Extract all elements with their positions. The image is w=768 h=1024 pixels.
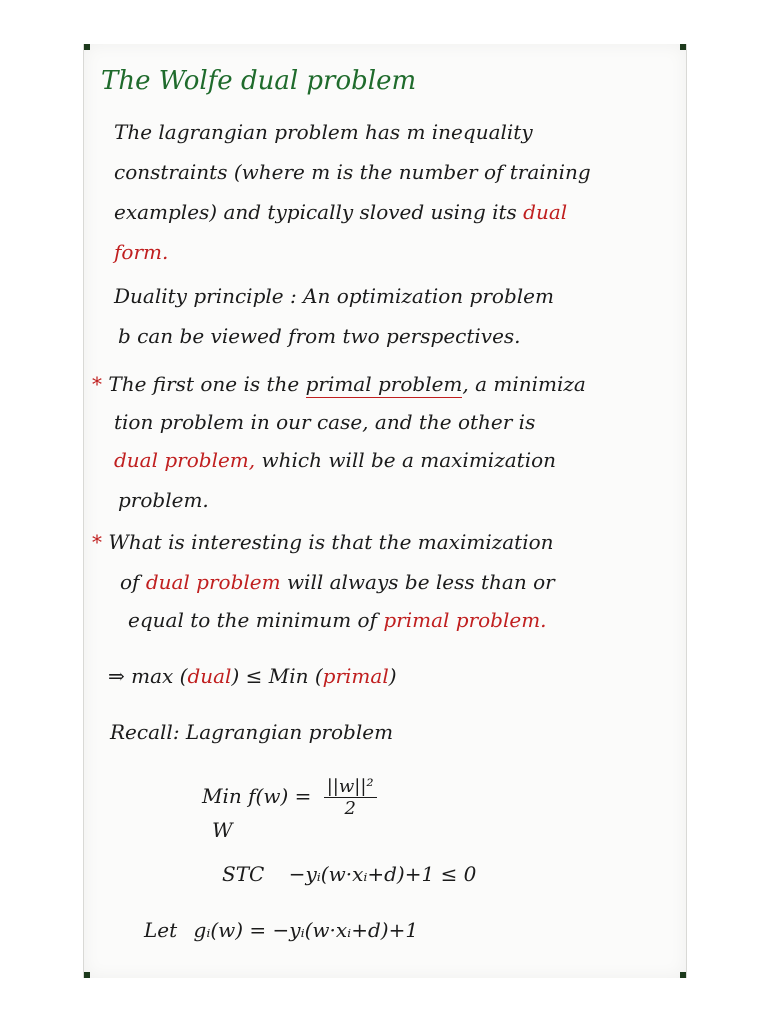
page-corner [680,972,686,978]
objective-fw: f(w) = [248,784,312,808]
duality-line-2: b can be viewed from two perspectives. [118,324,521,348]
dual-problem-term: dual problem, [114,448,256,472]
duality-line-1: Duality principle : An optimization problem [114,284,554,308]
primal-problem-underlined: primal problem [305,372,463,396]
primal-problem-term: primal problem. [383,608,547,632]
fraction-denominator: 2 [344,798,356,819]
constraint-stc: STC [222,862,265,886]
let-label: Let [144,918,178,942]
implies-arrow-icon: ⇒ [108,664,125,688]
bullet-2-line-3-a: equal to the minimum of [128,608,377,632]
implication-mid: ) ≤ Min ( [231,664,323,688]
intro-line-1: The lagrangian problem has m inequality [114,120,533,144]
notebook-page [83,44,687,978]
bullet-1-text-b: , a minimiza [462,372,586,396]
bullet-2-line-2 [120,570,555,594]
bullet-2-line-3 [128,608,547,632]
implication-line [108,664,397,688]
constraint-line [222,862,476,886]
intro-line-4: form. [114,240,169,264]
objective-min: Min [202,784,242,808]
page-corner [84,44,90,50]
bullet-1-line-4: problem. [118,488,209,512]
objective-subscript: W [212,818,233,842]
asterisk-icon: * [92,372,102,396]
let-expr: gᵢ(w) = −yᵢ(w·xᵢ+d)+1 [193,918,419,942]
intro-line-2: constraints (where m is the number of training [114,160,591,184]
bullet-2-line-1 [92,530,554,554]
recall-label: Recall: [110,720,180,744]
let-line [144,918,418,942]
asterisk-icon: * [92,530,102,554]
dual-term: dual [523,200,568,224]
recall-text: Lagrangian problem [185,720,394,744]
intro-line-3 [114,200,567,224]
bullet-1-text-a: The first one is the [108,372,300,396]
implication-dual: dual [187,664,232,688]
implication-primal: primal [322,664,389,688]
recall-line [110,720,393,744]
constraint-expr: −yᵢ(w·xᵢ+d)+1 ≤ 0 [288,862,477,886]
bullet-1-line-3-rest: which will be a maximization [261,448,557,472]
bullet-1-line-2: tion problem in our case, and the other is [114,410,536,434]
objective-line [202,776,377,819]
intro-line-3-text: examples) and typically sloved using its [114,200,517,224]
bullet-2-text: What is interesting is that the maximization [108,530,554,554]
implication-end: ) [388,664,397,688]
bullet-1-line-3 [114,448,556,472]
bullet-2-line-2-b: will always be less than or [286,570,555,594]
objective-fraction [324,776,377,819]
page-corner [84,972,90,978]
fraction-numerator: ||w||² [324,776,377,798]
dual-problem-term: dual problem [145,570,281,594]
implication-max: max ( [131,664,188,688]
bullet-1-line-1 [92,372,586,396]
page-corner [680,44,686,50]
bullet-2-line-2-a: of [120,570,140,594]
page-title: The Wolfe dual problem [101,66,417,96]
